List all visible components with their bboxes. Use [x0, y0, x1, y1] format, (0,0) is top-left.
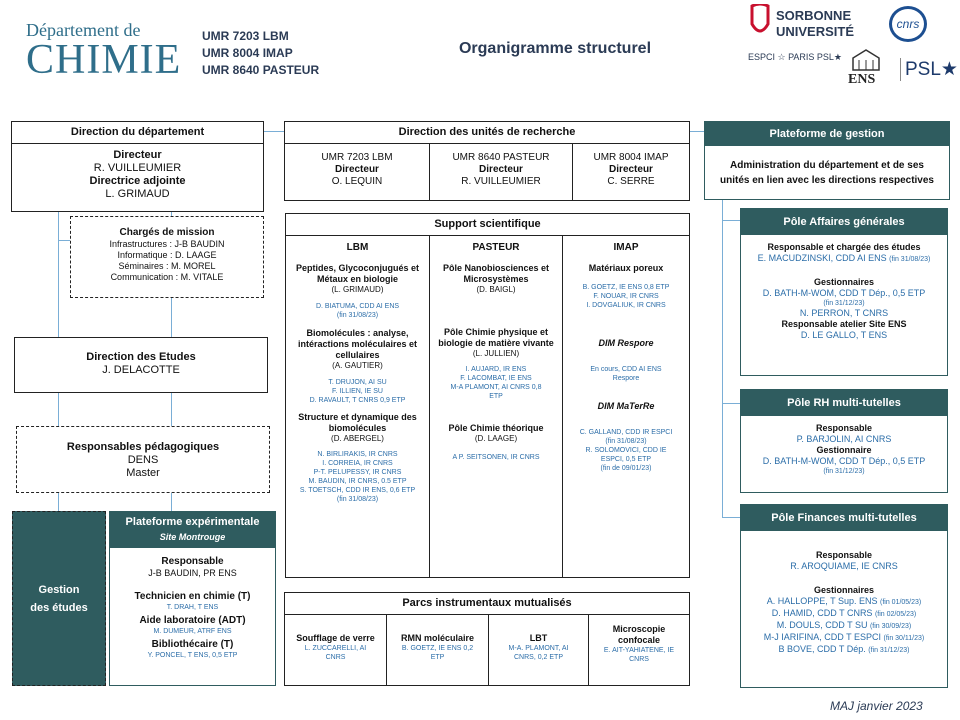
pole-ag-title: Pôle Affaires générales [741, 209, 947, 235]
pole-fin-gest-note: (fin 30/09/23) [869, 623, 912, 630]
pasteur-item-title: Pôle Chimie théorique [448, 423, 544, 433]
charges-mission-box [70, 216, 264, 298]
responsables-peda-line: DENS [127, 454, 159, 466]
pole-rh-gest-label: Gestionnaire [816, 445, 872, 455]
responsables-peda-line: Master [126, 467, 160, 479]
adjointe-name: L. GRIMAUD [105, 188, 170, 200]
imap-member: ESPCI, 0,5 ETP [600, 456, 652, 463]
gestion-etudes-line1: Gestion [38, 584, 80, 596]
support-col-title: LBM [346, 242, 369, 253]
pole-fin-gest-item [741, 620, 947, 632]
charges-title: Chargés de mission [119, 227, 215, 238]
direction-dept-box [11, 121, 264, 212]
unit-pasteur [430, 144, 573, 201]
imap-item-title: DIM MaTerRe [597, 401, 655, 411]
parcs-col-title: Microscopie confocale [612, 624, 666, 645]
pole-ag-box [740, 208, 948, 376]
connector-line [722, 403, 740, 404]
adjointe-label: Directrice adjointe [89, 175, 186, 187]
pole-fin-resp-label: Responsable [815, 550, 873, 560]
plateforme-exp-box [109, 511, 276, 686]
sorbonne-line1: SORBONNE [776, 8, 852, 23]
pe-biblio-label: Bibliothécaire (T) [151, 639, 234, 650]
unit-imap [573, 144, 689, 201]
support-title: Support scientifique [286, 214, 689, 236]
pole-ag-resp-line [741, 253, 947, 265]
support-col-title: IMAP [613, 242, 639, 253]
direction-dept-title: Direction du département [12, 122, 263, 144]
imap-member: Respore [612, 375, 640, 382]
parcs-title: Parcs instrumentaux mutualisés [285, 593, 689, 615]
connector-line [264, 131, 284, 132]
unit-name: UMR 8640 PASTEUR [452, 152, 550, 163]
support-col-imap [563, 236, 689, 578]
lbm-item-sub: (A. GAUTIER) [332, 361, 383, 370]
pole-ag-resp-label: Responsable et chargée des études [767, 242, 921, 252]
pole-ag-gest: (fin 31/12/23) [823, 300, 865, 307]
logo-top-text: Département de [26, 20, 141, 40]
pe-resp: J-B BAUDIN, PR ENS [148, 568, 237, 578]
pole-fin-gest-item [741, 644, 947, 656]
pole-fin-gest-name: M. DOULS, CDD T SU [776, 620, 868, 630]
parcs-member: CNRS, 0,2 ETP [513, 654, 563, 661]
pole-rh-title: Pôle RH multi-tutelles [741, 390, 947, 416]
lbm-member: P-T. PELUPESSY, IR CNRS [313, 469, 402, 476]
parcs-col-title: RMN moléculaire [400, 633, 475, 643]
unit-label: Directeur [609, 164, 653, 175]
charges-line: Communication : M. VITALE [110, 272, 224, 282]
lbm-member: S. TOETSCH, CDD IR ENS, 0,6 ETP [299, 487, 416, 494]
plateforme-gestion-text: Administration du département et de ses unités en lien avec les directions respectives [720, 160, 934, 186]
pasteur-member: ETP [489, 393, 503, 400]
pole-rh-box [740, 389, 948, 493]
lbm-member: D. BIATUMA, CDD AI ENS [315, 303, 400, 310]
pe-biblio: Y. PONCEL, T ENS, 0,5 ETP [147, 652, 238, 659]
logo-department [26, 20, 186, 83]
direction-unites-title: Direction des unités de recherche [285, 122, 689, 144]
parcs-member: ETP [430, 654, 445, 661]
pasteur-item-title: Pôle Nanobiosciences et Microsystèmes [442, 263, 550, 284]
pole-rh-resp-label: Responsable [815, 423, 873, 433]
update-date: MAJ janvier 2023 [830, 699, 923, 713]
sorbonne-shield-icon [748, 4, 772, 40]
pole-fin-gest-note: (fin 02/05/23) [874, 611, 917, 618]
pole-fin-gest-label: Gestionnaires [813, 585, 875, 595]
unit-person: R. VUILLEUMIER [461, 176, 541, 187]
pole-rh-resp: P. BARJOLIN, AI CNRS [796, 434, 892, 444]
parcs-col [489, 615, 589, 686]
pe-tech: T. DRAH, T ENS [166, 604, 219, 611]
unit-lbm [285, 144, 430, 201]
pole-ag-gest: D. BATH-M-WOM, CDD T Dép., 0,5 ETP [762, 288, 926, 298]
pole-fin-gest-name: A. HALLOPPE, T Sup. ENS [766, 596, 878, 606]
pe-aide: M. DUMEUR, ATRF ENS [153, 628, 232, 635]
lbm-member: T. DRUJON, AI SU [328, 379, 387, 386]
pole-ag-gest: N. PERRON, T CNRS [799, 308, 889, 318]
pole-fin-gest-name: D. HAMID, CDD T CNRS [771, 608, 873, 618]
parcs-member: L. ZUCCARELLI, AI [304, 645, 367, 652]
pe-aide-label: Aide laboratoire (ADT) [139, 615, 246, 626]
cnrs-text: cnrs [896, 17, 920, 31]
responsables-peda-title: Responsables pédagogiques [66, 441, 220, 453]
parcs-member: CNRS [325, 654, 346, 661]
pasteur-member: F. LACOMBAT, IE ENS [460, 375, 532, 382]
pole-fin-gest-item [741, 608, 947, 620]
pole-fin-box [740, 504, 948, 688]
pasteur-member: M-A PLAMONT, AI CNRS 0,8 [450, 384, 542, 391]
parcs-box [284, 592, 690, 686]
lbm-member: M. BAUDIN, IR CNRS, 0.5 ETP [308, 478, 407, 485]
imap-member: (fin 31/08/23) [605, 438, 647, 445]
support-box [285, 213, 690, 578]
connector-line [58, 240, 70, 241]
imap-member: I. DOVGALIUK, IR CNRS [586, 302, 666, 309]
logo-main-text: CHIMIE [26, 37, 182, 83]
pole-fin-title: Pôle Finances multi-tutelles [741, 505, 947, 531]
lbm-member: D. RAVAULT, T CNRS 0,9 ETP [309, 397, 406, 404]
unit-name: UMR 8004 IMAP [593, 152, 669, 163]
imap-member: F. NOUAR, IR CNRS [593, 293, 659, 300]
unit-name: UMR 7203 LBM [321, 152, 393, 163]
parcs-member: M-A. PLAMONT, AI [508, 645, 569, 652]
unit-person: C. SERRE [607, 176, 655, 187]
parcs-col [285, 615, 387, 686]
pole-ag-resp: E. MACUDZINSKI, CDD AI ENS [757, 253, 887, 263]
parcs-col-title: Soufflage de verre [296, 633, 375, 643]
pasteur-item-sub: (D. LAAGE) [474, 434, 518, 443]
pole-rh-gest: D. BATH-M-WOM, CDD T Dép., 0,5 ETP [762, 456, 926, 466]
lbm-member: F. ILLIEN, IE SU [332, 388, 383, 395]
unit-label: Directeur [479, 164, 523, 175]
support-col-pasteur [430, 236, 563, 578]
plateforme-exp-subtitle: Site Montrouge [159, 532, 226, 542]
lbm-item-title: Structure et dynamique des biomolécules [298, 412, 417, 433]
imap-member: En cours, CDD AI ENS [590, 366, 662, 373]
parcs-member: E. AIT-YAHIATENE, IE [603, 647, 675, 654]
sorbonne-line2: UNIVERSITÉ [776, 24, 855, 39]
support-col-title: PASTEUR [472, 242, 520, 253]
direction-etudes-name: J. DELACOTTE [102, 364, 180, 376]
charges-line: Séminaires : M. MOREL [118, 261, 216, 271]
unit-person: O. LEQUIN [331, 176, 383, 187]
imap-member: B. GOETZ, IE ENS 0,8 ETP [582, 284, 670, 291]
pole-fin-gest-name: B BOVE, CDD T Dép. [778, 644, 866, 654]
lbm-member: I. CORREIA, IR CNRS [322, 460, 393, 467]
plateforme-gestion-box [704, 121, 950, 200]
lbm-member: (fin 31/08/23) [336, 312, 379, 319]
umr-item: UMR 8640 PASTEUR [202, 63, 320, 77]
pasteur-item-sub: (D. BAIGL) [476, 285, 516, 294]
imap-member: C. GALLAND, CDD IR ESPCI [579, 429, 673, 436]
direction-unites-box [284, 121, 690, 201]
gestion-etudes-box [12, 511, 106, 686]
psl-logo: PSL★ [900, 58, 958, 81]
pe-resp-label: Responsable [161, 556, 224, 567]
pasteur-item-title: Pôle Chimie physique et biologie de matière vivante [438, 327, 554, 348]
connector-line [722, 517, 740, 518]
parcs-member: B. GOETZ, IE ENS 0,2 [401, 645, 474, 652]
pe-tech-label: Technicien en chimie (T) [134, 591, 251, 602]
pole-fin-resp: R. AROQUIAME, IE CNRS [790, 561, 898, 571]
connector-line [58, 493, 59, 511]
pole-ag-resp-note: (fin 31/08/23) [889, 256, 931, 263]
pole-ag-atelier-label: Responsable atelier Site ENS [781, 319, 907, 329]
connector-line [722, 220, 740, 221]
direction-etudes-box [14, 337, 268, 393]
page-title: Organigramme structurel [458, 40, 652, 57]
parcs-member: CNRS [629, 656, 649, 663]
connector-line [58, 212, 59, 337]
imap-member: (fin de 09/01/23) [600, 465, 652, 472]
directeur-label: Directeur [113, 149, 162, 161]
imap-item-title: Matériaux poreux [588, 263, 664, 273]
ens-text: ENS [848, 72, 876, 87]
imap-member: R. SOLOMOVICI, CDD IE [585, 447, 667, 454]
unit-label: Directeur [335, 164, 379, 175]
support-col-lbm [286, 236, 430, 578]
umr-list [202, 28, 352, 79]
cnrs-logo [889, 6, 927, 42]
pole-fin-gest-note: (fin 30/11/23) [883, 635, 925, 642]
pole-fin-gest-note: (fin 01/05/23) [880, 599, 922, 606]
direction-etudes-title: Direction des Etudes [86, 351, 196, 363]
pasteur-item-sub: (L. JULLIEN) [472, 349, 520, 358]
pole-ag-gest-label: Gestionnaires [813, 277, 875, 287]
umr-item: UMR 8004 IMAP [202, 46, 293, 60]
pasteur-member: I. AUJARD, IR ENS [465, 366, 527, 373]
ens-building-icon [851, 48, 881, 72]
responsables-peda-box [16, 426, 270, 493]
pole-ag-atelier: D. LE GALLO, T ENS [800, 330, 888, 340]
connector-line [722, 200, 723, 518]
charges-line: Infrastructures : J-B BAUDIN [109, 239, 225, 249]
pole-fin-gest-item [741, 632, 947, 644]
imap-item-title: DIM Respore [598, 338, 654, 348]
lbm-member: (fin 31/08/23) [336, 496, 379, 503]
parcs-col [387, 615, 489, 686]
lbm-item-sub: (D. ABERGEL) [331, 434, 384, 443]
pole-fin-gest-name: M-J IARIFINA, CDD T ESPCI [763, 632, 881, 642]
gestion-etudes-line2: des études [30, 602, 88, 614]
charges-line: Informatique : D. LAAGE [117, 250, 217, 260]
lbm-item-sub: (L. GRIMAUD) [331, 285, 384, 294]
lbm-item-title: Biomolécules : analyse, intéractions moléculaires et cellulaires [297, 328, 418, 360]
parcs-col [589, 615, 689, 686]
lbm-member: N. BIRLIRAKIS, IR CNRS [317, 451, 398, 458]
pole-fin-gest-item [741, 596, 947, 608]
umr-item: UMR 7203 LBM [202, 29, 289, 43]
directeur-name: R. VUILLEUMIER [93, 162, 182, 174]
connector-line [58, 392, 59, 426]
lbm-item-title: Peptides, Glycoconjugués et Métaux en biologie [295, 263, 420, 284]
pole-fin-gest-note: (fin 31/12/23) [868, 647, 910, 654]
connector-line [690, 131, 704, 132]
espci-line: ESPCI ☆ PARIS PSL★ [748, 52, 842, 62]
ens-logo [846, 48, 886, 88]
parcs-col-title: LBT [529, 633, 548, 643]
sorbonne-logo [748, 4, 878, 44]
plateforme-gestion-title: Plateforme de gestion [705, 122, 949, 146]
pole-rh-gest-note: (fin 31/12/23) [823, 468, 865, 475]
plateforme-exp-title: Plateforme expérimentale [125, 516, 260, 528]
pasteur-member: A P. SEITSONEN, IR CNRS [452, 454, 540, 461]
